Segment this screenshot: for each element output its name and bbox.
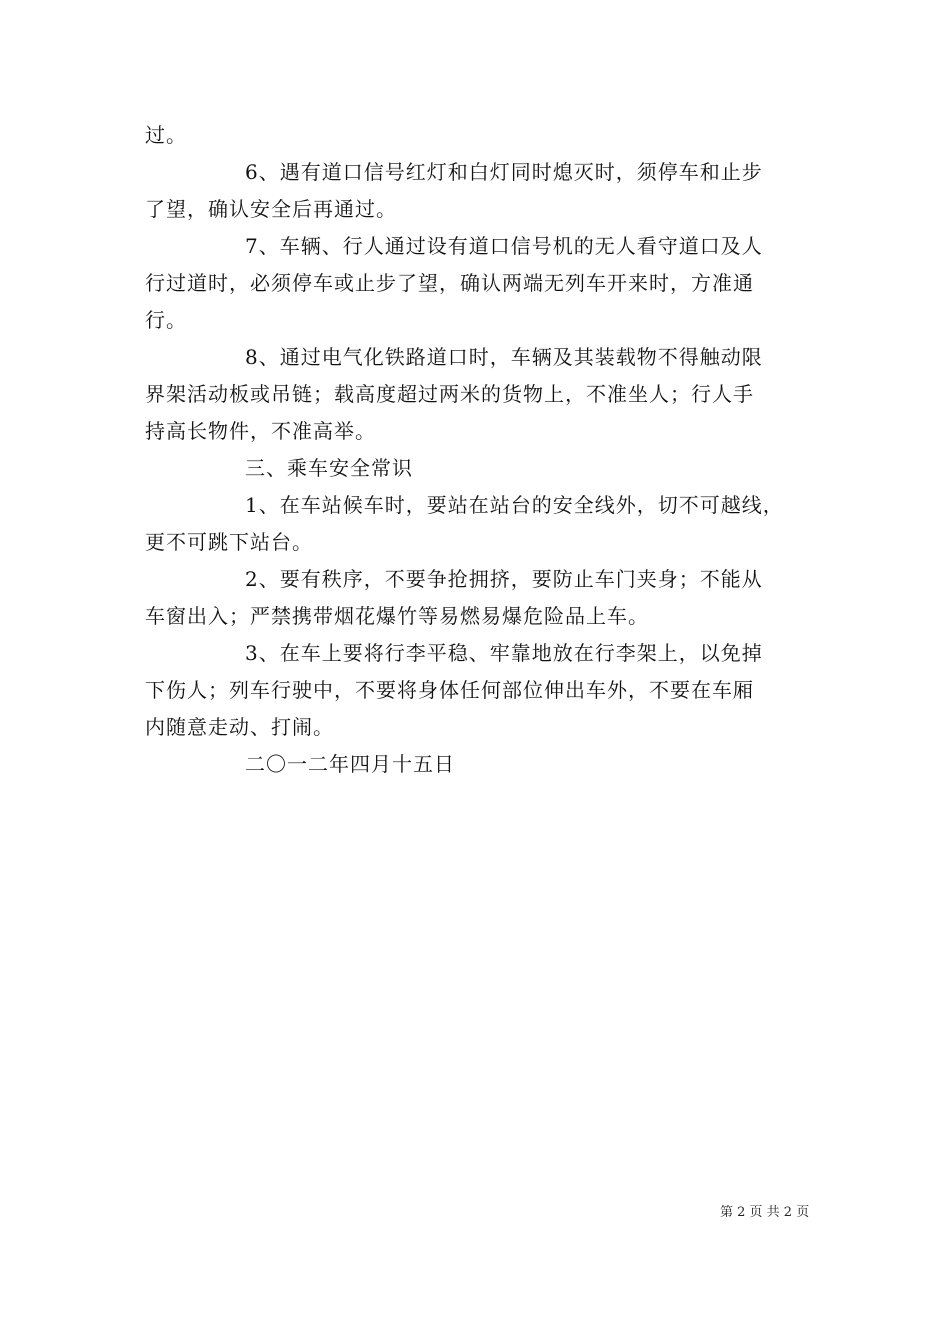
- text-line: 行过道时，必须停车或止步了望，确认两端无列车开来时，方准通: [145, 271, 754, 295]
- text-line: 车窗出入；严禁携带烟花爆竹等易燃易爆危险品上车。: [145, 604, 649, 628]
- page-number-footer: 第 2 页 共 2 页: [720, 1205, 810, 1220]
- document-date: 二〇一二年四月十五日: [245, 752, 455, 776]
- text-line: 下伤人；列车行驶中，不要将身体任何部位伸出车外，不要在车厢: [145, 678, 754, 702]
- text-line: 过。: [145, 123, 187, 147]
- list-item-2: 2、要有秩序，不要争抢拥挤，要防止车门夹身；不能从: [245, 567, 763, 591]
- list-item-1: 1、在车站候车时，要站在站台的安全线外，切不可越线，: [245, 493, 784, 517]
- text-line: 了望，确认安全后再通过。: [145, 197, 397, 221]
- document-body: [145, 117, 810, 783]
- text-line: 内随意走动、打闹。: [145, 715, 334, 739]
- list-item-8: 8、通过电气化铁路道口时，车辆及其装载物不得触动限: [245, 345, 763, 369]
- text-line: 持高长物件，不准高举。: [145, 419, 376, 443]
- list-item-3: 3、在车上要将行李平稳、牢靠地放在行李架上，以免掉: [245, 641, 763, 665]
- section-heading: 三、乘车安全常识: [245, 456, 413, 480]
- text-line: 行。: [145, 308, 187, 332]
- text-line: 界架活动板或吊链；载高度超过两米的货物上，不准坐人；行人手: [145, 382, 754, 406]
- list-item-6: 6、遇有道口信号红灯和白灯同时熄灭时，须停车和止步: [245, 160, 763, 184]
- text-line: 更不可跳下站台。: [145, 530, 313, 554]
- list-item-7: 7、车辆、行人通过设有道口信号机的无人看守道口及人: [245, 234, 763, 258]
